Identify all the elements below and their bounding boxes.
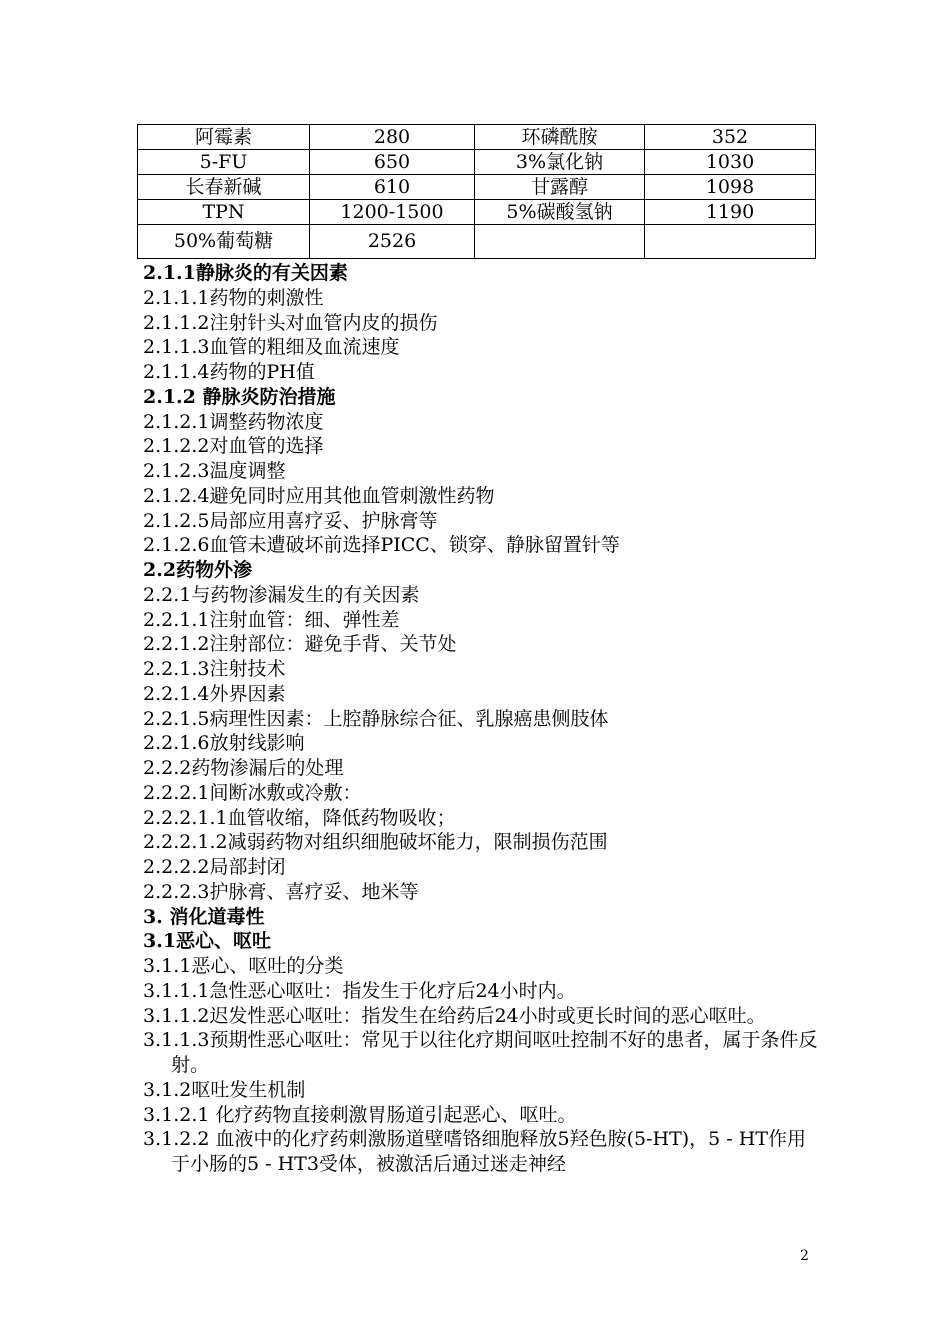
text-line: 2.2.2.3护脉膏、喜疗妥、地米等: [143, 880, 419, 903]
text-line: 2.2.2.1间断冰敷或冷敷：: [143, 781, 362, 804]
table-row: [138, 150, 816, 175]
text-line: 3.1.1.1急性恶心呕吐：指发生于化疗后24小时内。: [143, 979, 576, 1002]
text-line: 2.2.1.3注射技术: [143, 658, 286, 680]
text-line: 3.1.1恶心、呕吐的分类: [143, 955, 344, 977]
text-line: 3.1.1.3预期性恶心呕吐：常见于以往化疗期间呕吐控制不好的患者，属于条件反射。: [143, 1029, 818, 1076]
osmolality-value: 280: [310, 125, 475, 150]
table-row: [138, 175, 816, 200]
text-line: 3.1.1.2迟发性恶心呕吐：指发生在给药后24小时或更长时间的恶心呕吐。: [143, 1004, 766, 1027]
text-line: 2.2.1与药物渗漏发生的有关因素: [143, 583, 420, 606]
drug-name: 5-FU: [138, 150, 310, 175]
table-row: [138, 200, 816, 225]
text-line: 2.2.1.2注射部位：避免手背、关节处: [143, 633, 457, 656]
text-line: 2.1.2.3温度调整: [143, 460, 286, 482]
text-line: 2.2.1.4外界因素: [143, 682, 286, 705]
text-line: 2.1.2.5局部应用喜疗妥、护脉膏等: [143, 509, 438, 532]
text-line: 2.2.2.1.2减弱药物对组织细胞破坏能力，限制损伤范围: [143, 831, 608, 854]
osmolality-value: 1190: [645, 200, 816, 225]
text-line: 2.1.1.3血管的粗细及血流速度: [143, 336, 400, 359]
drug-name: 3%氯化钠: [475, 150, 645, 175]
drug-name: 5%碳酸氢钠: [475, 200, 645, 225]
osmolality-table: [137, 124, 816, 259]
page-number: 2: [800, 1248, 809, 1264]
section-heading: 2.1.2 静脉炎防治措施: [143, 385, 336, 408]
osmolality-value: 1098: [645, 175, 816, 200]
section-heading: 2.2药物外渗: [143, 559, 253, 581]
text-line: 2.2.2.1.1血管收缩，降低药物吸收；: [143, 806, 456, 829]
text-line: 2.2.1.6放射线影响: [143, 732, 305, 755]
drug-name: TPN: [138, 200, 310, 225]
table-row: [138, 225, 816, 259]
text-line: 2.1.1.1药物的刺激性: [143, 286, 324, 309]
osmolality-value: 2526: [310, 225, 475, 259]
drug-name: 长春新碱: [138, 175, 310, 200]
text-line: 2.1.1.4药物的PH值: [143, 361, 315, 383]
section-heading: 3.1恶心、呕吐: [143, 930, 272, 953]
osmolality-value: 610: [310, 175, 475, 200]
osmolality-value: 1200-1500: [310, 200, 475, 225]
text-line: 2.1.1.2注射针头对血管内皮的损伤: [143, 311, 438, 334]
empty-cell: [475, 225, 645, 259]
text-line: 3.1.2.1 化疗药物直接刺激胃肠道引起恶心、呕吐。: [143, 1103, 577, 1126]
table-row: [138, 125, 816, 150]
drug-name: 甘露醇: [475, 175, 645, 200]
text-line: 2.2.2药物渗漏后的处理: [143, 757, 344, 779]
osmolality-value: 352: [645, 125, 816, 150]
text-line: 2.1.2.6血管未遭破坏前选择PICC、锁穿、静脉留置针等: [143, 534, 620, 557]
drug-name: 50%葡萄糖: [138, 225, 310, 259]
drug-name: 环磷酰胺: [475, 125, 645, 150]
osmolality-value: 650: [310, 150, 475, 175]
text-line: 2.2.1.1注射血管：细、弹性差: [143, 608, 400, 631]
empty-cell: [645, 225, 816, 259]
drug-name: 阿霉素: [138, 125, 310, 150]
text-line: 2.1.2.4避免同时应用其他血管刺激性药物: [143, 484, 495, 507]
section-heading: 2.1.1静脉炎的有关因素: [143, 262, 348, 284]
text-line: 2.2.2.2局部封闭: [143, 856, 286, 878]
text-line: 2.1.2.2对血管的选择: [143, 435, 324, 458]
text-line: 2.1.2.1调整药物浓度: [143, 410, 324, 433]
text-line: 3.1.2.2 血液中的化疗药刺激肠道壁嗜铬细胞释放5羟色胺(5-HT)，5 - HT作用于小肠的5 - HT3受体，被激活后通过迷走神经: [143, 1128, 807, 1175]
section-heading: 3. 消化道毒性: [143, 905, 265, 928]
document-body: [143, 261, 823, 1177]
osmolality-value: 1030: [645, 150, 816, 175]
text-line: 2.2.1.5病理性因素：上腔静脉综合征、乳腺癌患侧肢体: [143, 707, 609, 730]
text-line: 3.1.2呕吐发生机制: [143, 1078, 306, 1101]
